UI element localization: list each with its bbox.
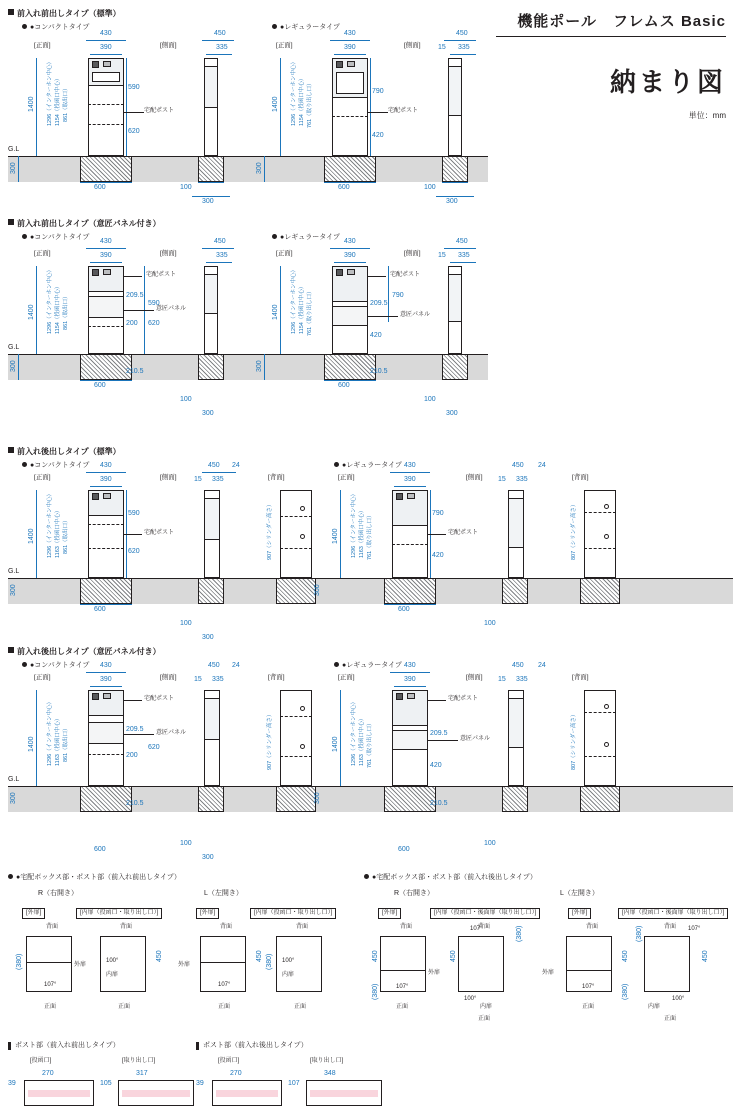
delivery-post-label-3a: 宅配ポスト: [144, 530, 175, 536]
angle-label-2: 100°: [106, 958, 119, 964]
design-panel-2b: [332, 306, 368, 326]
delivery-post-label-2b: 宅配ポスト: [390, 272, 421, 278]
angle-label-6b: 100°: [464, 996, 477, 1002]
inner-door-label-8: 内扉: [648, 1004, 661, 1010]
delivery-post-label-2a: 宅配ポスト: [146, 272, 177, 278]
view-label-side-4b: [側面]: [466, 674, 483, 681]
design-panel-4b: [392, 730, 428, 750]
door-front-label-3: 正面: [218, 1004, 231, 1010]
door-front-label-6: 正面: [478, 1016, 491, 1022]
pole-back-3a: [280, 490, 312, 578]
view-label-side-2b: [側面]: [404, 250, 421, 257]
caption-inner-door-4: [内扉（投函口・後面扉（取り出し口）]: [618, 908, 728, 919]
dim-left-out-h: 105: [100, 1080, 112, 1087]
section-2-title: 前入れ前出しタイプ（意匠パネル付き）: [8, 218, 161, 229]
caption-inner-door-2: [内扉（投函口・取り出し口）]: [250, 908, 336, 919]
foundation-3b: [384, 578, 436, 604]
door-section-right-title: ●宅配ボックス部・ポスト部（前入れ後出しタイプ）: [364, 872, 537, 882]
dim-right-out-h: 107: [288, 1080, 300, 1087]
door-back-label-4: 背面: [296, 924, 309, 930]
angle-label-6: 107°: [470, 926, 483, 932]
hand-label-left-r: R（右開き）: [38, 890, 79, 897]
caption-inner-door-1: [内扉（投函口・取り出し口）]: [76, 908, 162, 919]
post-col-right-out: [取り出し口]: [310, 1058, 344, 1064]
view-label-front-1a: [正面]: [34, 42, 51, 49]
view-label-side-4a: [側面]: [160, 674, 177, 681]
section-3-title: 前入れ後出しタイプ（標準）: [8, 446, 121, 457]
outer-door-label-1: 外扉: [74, 962, 87, 968]
pole-back-3b: [584, 490, 616, 578]
foundation-back-4a: [276, 786, 316, 812]
foundation-side-4b: [502, 786, 528, 812]
drawing-page: 機能ポール フレムス Basic 納まり図 単位：mm 前入れ前出しタイプ（標準） ●コンパクトタイプ ●レギュラータイプ G.L [正面] 430 390 600 1400 300 1296（インターホン中心） 1154（投函口中心） 861（取出口） 590 620 宅配ポスト [側面] 450 335 100 300 [正面] 430 390 600 1400 300 1296（インターホン中心） 1154（投函口中心） 761（取り出し口） 790 420 宅配ポスト [側面] 450 15 335 100 300 前入れ前出しタイプ（意匠パネル付き） ●コンパクトタイプ ●レギュラータイプ G.L [正面] 430 390 600 210.5 1400 300 1296（インターホン中心） 1154（投函口中心） 861（取出口） 209.5 590 200 620 宅配ポスト 意匠パネル [側面] 450 335 100 300 [正面] 430 390 600 210.5 1400 300 1296（インターホン中心） 1154（投函口中心） 761（取り出し口） 209.5 790 420 宅配ポスト 意匠パネル [側面] 450 15 335 100 300 前入れ後出しタイプ（標準） ●コンパクトタイプ ●レギュラータイプ G.L [正面] 430 390 600 1400 300 1296（インターホン中心） 1163（投函口中心） 861（取出口） 590 620 宅配ポスト [側面] 450 24 15 335 100 300 [背面] 907（シリンダー高さ） [正面] 430 390 600 1400 300 1296（インターホン中心） 1163（投函口中心） 761（取り出し口） 790 420 宅配ポスト [側面] 450 24 15 335 100 [背面] 807（シリンダー高さ） 前入れ後出しタイプ（意匠パネル付き） ●コンパクトタイプ ●レギュラータイプ G.L [正面] 430 390 600 210.5 1400 300 1296（インターホン中心） 1163（投函口中心） 861（取出口） 209.5 200 620 宅配ポスト 意匠パネル [側面] 450 24 15 335 100 300 [背面] 907（シリンダー高さ） [正面] 430 390 600 210.5 1400 300 1296（インターホン中心） 1163（投函口中心） 761（取り出し口） 209.5 420 宅配ポスト 意匠パネル [側面] 450 24 15 335 100 [背面] 807（シリンダー高さ） ●宅配ボックス部・ポスト部（前入れ前出しタイプ） ●宅配ボックス部・ポスト部（前入れ後出しタイプ） R（右開き） L（左開き） R（右開き） L（左開き） [外扉] [内扉（投函口・取り出し口）] [外扉] [内扉（投函口・取り出し口）] [外扉] [内扉（投函口・後面扉（取り出し口）] [外扉] [内扉（投函口・後面扉（取り出し口）] 背面 外扉 107° 正面 (380) 背面 100° 内扉 正面 450 背面 外扉 107° 正面 450 背面 100° 内扉 正面 (380) 背面 外扉 107° 正面 450 (380) 背面 107° 100° 内扉 正面 450 (380) 背面 外扉 107° 正面 450 (380) 背面 107° 100° 内扉 正面 450 (380) ポスト部（前入れ前出しタイプ） ポスト部（前入れ後出しタイプ） [投函口] [取り出し口] [投函口] [取り出し口] 270 39 317 105 270 39 348 107: [0, 0, 740, 1114]
door-front-label-8: 正面: [664, 1016, 677, 1022]
view-label-side-1a: [側面]: [160, 42, 177, 49]
door-back-label-1: 背面: [46, 924, 59, 930]
section-2-variant-regular: ●レギュラータイプ: [272, 232, 340, 242]
angle-label-4: 100°: [282, 958, 295, 964]
caption-outer-door-1: [外扉]: [22, 908, 45, 919]
design-panel-4a: [88, 722, 124, 744]
door-back-label-2: 背面: [120, 924, 133, 930]
section-3-variant-compact: ●コンパクトタイプ: [22, 460, 89, 470]
angle-label-8b: 100°: [672, 996, 685, 1002]
angle-label-7: 107°: [582, 984, 595, 990]
foundation-side-4a: [198, 786, 224, 812]
view-label-side-2a: [側面]: [160, 250, 177, 257]
foundation-side-1b: [442, 156, 468, 182]
hand-label-right-l: L（左開き）: [560, 890, 599, 897]
caption-inner-door-3: [内扉（投函口・後面扉（取り出し口）]: [430, 908, 540, 919]
design-panel-label-4b: 意匠パネル: [460, 736, 491, 742]
caption-outer-door-4: [外扉]: [568, 908, 591, 919]
post-col-left-slot: [投函口]: [30, 1058, 52, 1064]
section-4-variant-regular: ●レギュラータイプ: [334, 660, 402, 670]
post-table-left-title: ポスト部（前入れ前出しタイプ）: [8, 1042, 120, 1050]
section-1-variant-compact: ●コンパクトタイプ: [22, 22, 89, 32]
door-back-label-6: 背面: [478, 924, 491, 930]
foundation-back-3a: [276, 578, 316, 604]
foundation-side-3a: [198, 578, 224, 604]
dim-left-out-w: 317: [136, 1070, 148, 1077]
design-panel-2a: [88, 296, 124, 318]
view-label-front-1b: [正面]: [276, 42, 293, 49]
page-subtitle: 納まり図: [609, 67, 726, 97]
hand-label-right-r: R（右開き）: [394, 890, 435, 897]
door-section-left-title: ●宅配ボックス部・ポスト部（前入れ前出しタイプ）: [8, 872, 181, 882]
unit-note: 単位：mm: [688, 111, 726, 120]
gl-label-1: G.L: [8, 146, 20, 153]
door-plan-6: [458, 936, 504, 992]
dim-right-slot-w: 270: [230, 1070, 242, 1077]
design-panel-label-2b: 意匠パネル: [400, 312, 431, 318]
foundation-3a: [80, 578, 132, 604]
angle-label-3: 107°: [218, 982, 231, 988]
door-back-label-7: 背面: [586, 924, 599, 930]
dim-left-slot-h: 39: [8, 1080, 16, 1087]
door-front-label-1: 正面: [44, 1004, 57, 1010]
gl-label-2: G.L: [8, 344, 20, 351]
delivery-post-label-3b: 宅配ポスト: [448, 530, 479, 536]
view-label-back-4a: [背面]: [268, 674, 285, 681]
door-back-label-8: 背面: [664, 924, 677, 930]
foundation-side-3b: [502, 578, 528, 604]
caption-outer-door-3: [外扉]: [378, 908, 401, 919]
dim-right-out-w: 348: [324, 1070, 336, 1077]
section-4-title: 前入れ後出しタイプ（意匠パネル付き）: [8, 646, 161, 657]
foundation-2b: [324, 354, 376, 380]
door-back-label-5: 背面: [400, 924, 413, 930]
page-title: 機能ポール フレムス Basic: [517, 13, 726, 30]
view-label-side-3a: [側面]: [160, 474, 177, 481]
outer-door-label-5: 外扉: [428, 970, 441, 976]
view-label-back-3b: [背面]: [572, 474, 589, 481]
view-label-front-3b: [正面]: [338, 474, 355, 481]
view-label-front-2b: [正面]: [276, 250, 293, 257]
inner-door-label-4: 内扉: [282, 972, 295, 978]
foundation-back-3b: [580, 578, 620, 604]
angle-label-8: 107°: [688, 926, 701, 932]
design-panel-label-2a: 意匠パネル: [156, 306, 187, 312]
door-front-label-7: 正面: [582, 1004, 595, 1010]
door-front-label-5: 正面: [396, 1004, 409, 1010]
section-3-variant-regular: ●レギュラータイプ: [334, 460, 402, 470]
delivery-post-label-1a: 宅配ポスト: [144, 108, 175, 114]
view-label-front-3a: [正面]: [34, 474, 51, 481]
section-1-title: 前入れ前出しタイプ（標準）: [8, 8, 121, 19]
view-label-side-3b: [側面]: [466, 474, 483, 481]
foundation-4a: [80, 786, 132, 812]
delivery-post-label-4b: 宅配ポスト: [448, 696, 479, 702]
inner-door-label-6: 内扉: [480, 1004, 493, 1010]
door-front-label-2: 正面: [118, 1004, 131, 1010]
foundation-side-2b: [442, 354, 468, 380]
pole-back-4a: [280, 690, 312, 786]
outer-door-label-7: 外扉: [542, 970, 555, 976]
section-1-variant-regular: ●レギュラータイプ: [272, 22, 340, 32]
door-plan-8: [644, 936, 690, 992]
gl-label-3: G.L: [8, 568, 20, 575]
door-front-label-4: 正面: [294, 1004, 307, 1010]
section-4-variant-compact: ●コンパクトタイプ: [22, 660, 89, 670]
foundation-1a: [80, 156, 132, 182]
foundation-back-4b: [580, 786, 620, 812]
delivery-post-label-1b: 宅配ポスト: [388, 108, 419, 114]
foundation-4b: [384, 786, 436, 812]
view-label-back-4b: [背面]: [572, 674, 589, 681]
foundation-1b: [324, 156, 376, 182]
pole-back-4b: [584, 690, 616, 786]
outer-door-label-3: 外扉: [178, 962, 191, 968]
header-divider: [496, 36, 726, 37]
dim-left-slot-w: 270: [42, 1070, 54, 1077]
delivery-post-label-4a: 宅配ポスト: [144, 696, 175, 702]
view-label-side-1b: [側面]: [404, 42, 421, 49]
angle-label-5: 107°: [396, 984, 409, 990]
gl-label-4: G.L: [8, 776, 20, 783]
door-back-label-3: 背面: [220, 924, 233, 930]
caption-outer-door-2: [外扉]: [196, 908, 219, 919]
inner-door-label-2: 内扉: [106, 972, 119, 978]
angle-label-1: 107°: [44, 982, 57, 988]
view-label-front-4b: [正面]: [338, 674, 355, 681]
hand-label-left-l: L（左開き）: [204, 890, 243, 897]
post-col-left-out: [取り出し口]: [122, 1058, 156, 1064]
view-label-front-2a: [正面]: [34, 250, 51, 257]
view-label-front-4a: [正面]: [34, 674, 51, 681]
post-col-right-slot: [投函口]: [218, 1058, 240, 1064]
design-panel-label-4a: 意匠パネル: [156, 730, 187, 736]
section-2-variant-compact: ●コンパクトタイプ: [22, 232, 89, 242]
foundation-2a: [80, 354, 132, 380]
foundation-side-2a: [198, 354, 224, 380]
dim-right-slot-h: 39: [196, 1080, 204, 1087]
view-label-back-3a: [背面]: [268, 474, 285, 481]
foundation-side-1a: [198, 156, 224, 182]
post-table-right-title: ポスト部（前入れ後出しタイプ）: [196, 1042, 308, 1050]
